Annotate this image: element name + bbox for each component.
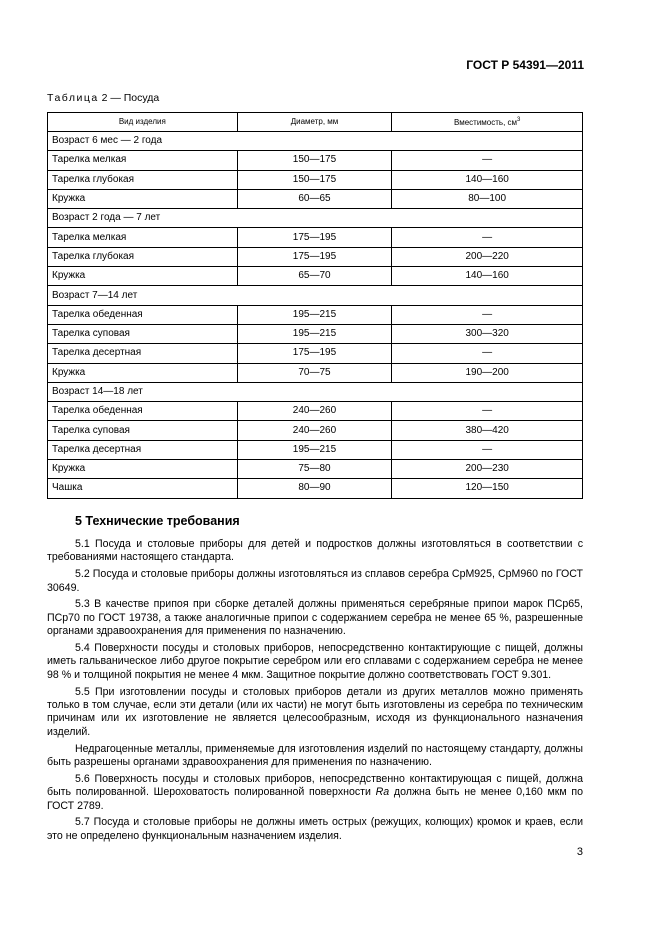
capacity-cell: 120—150 — [392, 479, 583, 498]
item-name-cell: Тарелка суповая — [48, 421, 238, 440]
capacity-cell: — — [392, 344, 583, 363]
item-name-cell: Тарелка десертная — [48, 344, 238, 363]
table-row — [48, 440, 583, 459]
diameter-cell: 175—195 — [237, 344, 392, 363]
table-group-row — [48, 209, 583, 228]
diameter-cell: 240—260 — [237, 421, 392, 440]
capacity-cell: — — [392, 402, 583, 421]
document-code: ГОСТ Р 54391—2011 — [466, 58, 584, 72]
age-group-title: Возраст 6 мес — 2 года — [48, 132, 583, 151]
dishware-table — [47, 112, 583, 499]
table-row — [48, 151, 583, 170]
capacity-cell: — — [392, 440, 583, 459]
capacity-cell: 380—420 — [392, 421, 583, 440]
diameter-cell: 175—195 — [237, 247, 392, 266]
diameter-cell: 80—90 — [237, 479, 392, 498]
item-name-cell: Кружка — [48, 189, 238, 208]
diameter-cell: 195—215 — [237, 305, 392, 324]
capacity-cell: 190—200 — [392, 363, 583, 382]
table-row — [48, 479, 583, 498]
item-name-cell: Тарелка обеденная — [48, 305, 238, 324]
item-name-cell: Тарелка обеденная — [48, 402, 238, 421]
header-capacity-label: Вместимость, см — [453, 118, 518, 127]
item-name-cell: Тарелка десертная — [48, 440, 238, 459]
item-name-cell: Кружка — [48, 460, 238, 479]
table-row — [48, 305, 583, 324]
header-capacity-unit-power: 3 — [517, 117, 521, 123]
paragraph-5-3: 5.3 В качестве припоя при сборке деталей должны применяться серебряные припои марок ПСр65, ПСр70 по ГОСТ 19738, а также аналогичные припои с содержанием серебра не менее 65 %, разрешенные органами здравоохранения для применения по назначению. — [47, 598, 583, 638]
diameter-cell: 70—75 — [237, 363, 392, 382]
paragraph-5-5-note: Недрагоценные металлы, применяемые для изготовления изделий по настоящему стандарту, должны быть разрешены органами здравоохранения для применения по назначению. — [47, 742, 583, 769]
diameter-cell: 175—195 — [237, 228, 392, 247]
paragraph-5-1: 5.1 Посуда и столовые приборы для детей и подростков должны изготовляться в соответствии с требованиями настоящего стандарта. — [47, 538, 583, 564]
table-row — [48, 363, 583, 382]
item-name-cell: Кружка — [48, 363, 238, 382]
paragraph-5-7: 5.7 Посуда и столовые приборы не должны иметь острых (режущих, колющих) кромок и краев, если это не определено функциональным назначением изделия. — [47, 816, 583, 842]
capacity-cell: 300—320 — [392, 324, 583, 343]
diameter-cell: 195—215 — [237, 440, 392, 459]
table-row — [48, 228, 583, 247]
item-name-cell: Тарелка мелкая — [48, 228, 238, 247]
table-row — [48, 170, 583, 189]
table-row — [48, 267, 583, 286]
table-row — [48, 344, 583, 363]
table-row — [48, 421, 583, 440]
age-group-title: Возраст 14—18 лет — [48, 382, 583, 401]
table-header-row — [48, 113, 583, 132]
item-name-cell: Тарелка глубокая — [48, 170, 238, 189]
header-item-type: Вид изделия — [48, 113, 238, 132]
item-name-cell: Тарелка глубокая — [48, 247, 238, 266]
table-caption — [47, 92, 159, 104]
item-name-cell: Кружка — [48, 267, 238, 286]
age-group-title: Возраст 7—14 лет — [48, 286, 583, 305]
section-body — [47, 538, 583, 843]
header-capacity — [392, 113, 583, 132]
capacity-cell: 200—230 — [392, 460, 583, 479]
paragraph-5-6-start: 5.6 Поверхность посуды и столовых приборов, непосредственно контактирующая с пищей, должна быть полированной. Шероховатость полированной поверхности — [47, 772, 583, 799]
roughness-symbol: Ra — [375, 786, 390, 799]
table-row — [48, 247, 583, 266]
table-body — [48, 132, 583, 499]
item-name-cell: Тарелка суповая — [48, 324, 238, 343]
table-row — [48, 189, 583, 208]
table-row — [48, 402, 583, 421]
paragraph-5-6 — [47, 773, 583, 813]
table-row — [48, 460, 583, 479]
diameter-cell: 150—175 — [237, 170, 392, 189]
section-title: 5 Технические требования — [75, 514, 240, 528]
capacity-cell: — — [392, 305, 583, 324]
table-caption-word: Таблица — [47, 92, 99, 104]
paragraph-5-4: 5.4 Поверхности посуды и столовых приборов, непосредственно контактирующие с пищей, должны иметь гальваническое либо другое покрытие серебром или его сплавами с содержанием серебра не менее 98 % и толщиной покрытия не менее 4 мкм. Защитное покрытие должно соответствовать ГОСТ 9.301. — [47, 642, 583, 681]
table-row — [48, 324, 583, 343]
table-group-row — [48, 286, 583, 305]
diameter-cell: 60—65 — [237, 189, 392, 208]
item-name-cell: Чашка — [48, 479, 238, 498]
capacity-cell: 140—160 — [392, 267, 583, 286]
paragraph-5-2: 5.2 Посуда и столовые приборы должны изготовляться из сплавов серебра СрМ925, СрМ960 по ГОСТ 30649. — [47, 568, 583, 594]
table-group-row — [48, 132, 583, 151]
capacity-cell: — — [392, 151, 583, 170]
diameter-cell: 150—175 — [237, 151, 392, 170]
capacity-cell: 80—100 — [392, 189, 583, 208]
paragraph-5-6-end: должна быть не менее 0,160 мкм по ГОСТ 2789. — [47, 786, 583, 812]
diameter-cell: 195—215 — [237, 324, 392, 343]
capacity-cell: 140—160 — [392, 170, 583, 189]
header-diameter: Диаметр, мм — [237, 113, 392, 132]
diameter-cell: 240—260 — [237, 402, 392, 421]
table-caption-text: 2 — Посуда — [98, 92, 160, 104]
age-group-title: Возраст 2 года — 7 лет — [48, 209, 583, 228]
item-name-cell: Тарелка мелкая — [48, 151, 238, 170]
diameter-cell: 75—80 — [237, 460, 392, 479]
table-group-row — [48, 382, 583, 401]
page-number: 3 — [576, 846, 583, 858]
diameter-cell: 65—70 — [237, 267, 392, 286]
capacity-cell: — — [392, 228, 583, 247]
capacity-cell: 200—220 — [392, 247, 583, 266]
paragraph-5-5: 5.5 При изготовлении посуды и столовых приборов детали из других металлов можно применять только в том случае, если эти детали (или их части) не могут быть изготовлены из серебра по техническим причинам или их изготовление не является целесообразным, исходя из функционального назначения изделий. — [47, 685, 583, 738]
